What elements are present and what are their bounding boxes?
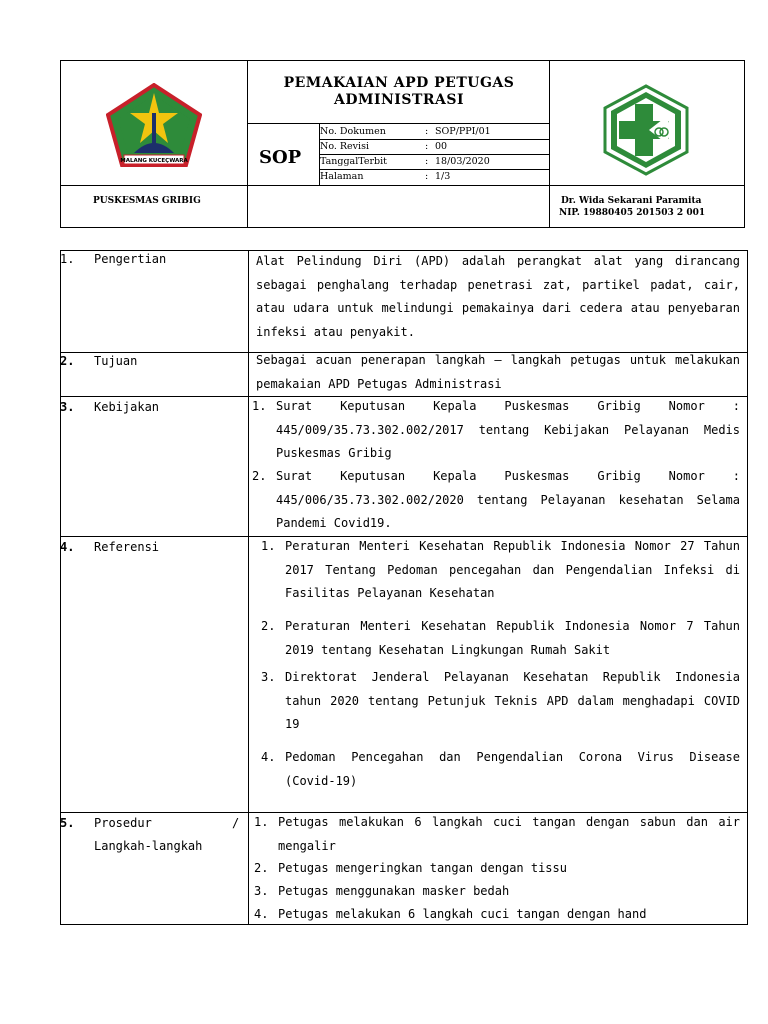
meta-colon: :: [425, 171, 429, 182]
list-item: [261, 615, 740, 662]
org-name: PUSKESMAS GRIBIG: [93, 196, 201, 206]
city-logo-icon: [106, 83, 202, 173]
list-item-number: 1.: [252, 399, 267, 413]
section-label-referensi: Referensi: [94, 540, 160, 554]
section-number: 4.: [60, 540, 75, 554]
list-item: [254, 880, 740, 904]
section-number: 1.: [60, 252, 75, 266]
list-item: [261, 746, 740, 793]
list-item-number: 2.: [252, 469, 267, 483]
header-box: [60, 60, 745, 228]
meta-key-revisi: No. Revisi: [320, 141, 369, 152]
list-item-text: Petugas melakukan 6 langkah cuci tangan dengan sabun dan air mengalir: [278, 815, 740, 853]
list-item: [254, 811, 740, 858]
list-item-text: Pedoman Pencegahan dan Pengendalian Corona Virus Disease (Covid-19): [285, 750, 740, 788]
list-item: [261, 535, 740, 606]
meta-colon: :: [425, 141, 429, 152]
list-item-text: Petugas mengeringkan tangan dengan tissu: [278, 861, 567, 875]
page-title: PEMAKAIAN APD PETUGAS ADMINISTRASI: [283, 75, 515, 108]
list-item-text: Peraturan Menteri Kesehatan Republik Indonesia Nomor 27 Tahun 2017 Tentang Pedoman pencegahan dan Pengendalian Infeksi di Fasilitas Pelayanan Kesehatan: [285, 539, 740, 600]
list-item-text: Surat Keputusan Kepala Puskesmas Gribig Nomor : 445/006/35.73.302.002/2020 tentang Pelayanan kesehatan Selama Pandemi Covid19.: [276, 469, 740, 530]
section-text-pengertian: Alat Pelindung Diri (APD) adalah perangkat alat yang dirancang sebagai penghalang terhadap penetrasi zat, partikel padat, cair, atau udara untuk melindungi pemakainya dari cedera atau penyebaran infeksi atau penyakit.: [256, 254, 740, 339]
section-label-kebijakan: Kebijakan: [94, 400, 160, 414]
meta-value-dokumen: SOP/PPI/01: [435, 126, 491, 137]
list-item-number: 1.: [261, 539, 276, 553]
puskesmas-logo-icon: [601, 84, 691, 180]
list-item: [252, 395, 740, 466]
meta-key-halaman: Halaman: [320, 171, 364, 182]
section-label-tujuan: Tujuan: [94, 354, 138, 368]
list-item-text: Peraturan Menteri Kesehatan Republik Indonesia Nomor 7 Tahun 2019 tentang Kesehatan Lingkungan Rumah Sakit: [285, 619, 740, 657]
list-item-text: Petugas menggunakan masker bedah: [278, 884, 510, 898]
meta-key-tanggal: TanggalTerbit: [320, 156, 387, 167]
section-label-langkah: Langkah-langkah: [94, 839, 203, 853]
section-label-pengertian: Pengertian: [94, 252, 167, 266]
list-item-number: 4.: [261, 750, 276, 764]
section-number: 5.: [60, 816, 75, 830]
list-item: [254, 903, 740, 927]
list-item-number: 3.: [254, 884, 269, 898]
meta-value-revisi: 00: [435, 141, 448, 152]
section-number: 2.: [60, 354, 75, 368]
list-item: [261, 666, 740, 737]
meta-colon: :: [425, 126, 429, 137]
content-table: [60, 250, 748, 925]
meta-value-halaman: 1/3: [435, 171, 451, 182]
meta-value-tanggal: 18/03/2020: [435, 156, 490, 167]
list-item-number: 4.: [254, 907, 269, 921]
list-item-text: Petugas melakukan 6 langkah cuci tangan dengan hand: [278, 907, 647, 921]
list-item-number: 3.: [261, 670, 276, 684]
list-item-number: 2.: [261, 619, 276, 633]
section-text-tujuan: Sebagai acuan penerapan langkah – langkah petugas untuk melakukan pemakaian APD Petugas Administrasi: [256, 353, 740, 391]
city-logo-text: MALANG KUCEÇWARA: [120, 158, 188, 164]
signer-name: Dr. Wida Sekarani Paramita: [561, 196, 702, 206]
signer-nip: NIP. 19880405 201503 2 001: [559, 208, 706, 218]
list-item: [254, 857, 740, 881]
section-label-prosedur: Prosedur: [94, 816, 152, 830]
list-item-number: 2.: [254, 861, 269, 875]
meta-colon: :: [425, 156, 429, 167]
list-item: [252, 465, 740, 536]
sop-label: SOP: [259, 147, 302, 168]
list-item-text: Surat Keputusan Kepala Puskesmas Gribig Nomor : 445/009/35.73.302.002/2017 tentang Kebijakan Pelayanan Medis Puskesmas Gribig: [276, 399, 740, 460]
section-number: 3.: [60, 400, 75, 414]
section-label-slash: /: [232, 816, 240, 830]
meta-key-dokumen: No. Dokumen: [320, 126, 386, 137]
list-item-text: Direktorat Jenderal Pelayanan Kesehatan Republik Indonesia tahun 2020 tentang Petunjuk Teknis APD dalam menghadapi COVID 19: [285, 670, 740, 731]
list-item-number: 1.: [254, 815, 269, 829]
